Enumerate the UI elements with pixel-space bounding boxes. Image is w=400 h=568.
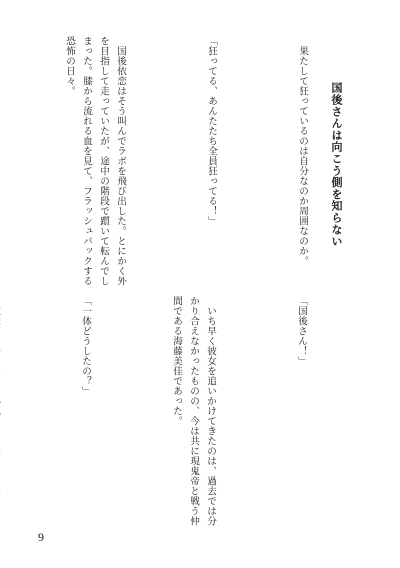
dialogue-line: 「一体どうしたの？」	[80, 296, 91, 396]
paragraph: 果たして狂っているのは自分なのか周囲なのか。	[297, 36, 308, 266]
lower-text-column	[44, 296, 344, 528]
spacer	[254, 36, 260, 294]
chapter-title: 国後さんは向こう側を知らない	[330, 81, 343, 247]
dialogue-line: 「狂ってる、あんたたち全員狂ってる！」	[206, 36, 217, 226]
spacer	[163, 36, 169, 294]
page-number: 9	[38, 530, 44, 544]
dialogue-line: 「国後さん！」	[296, 296, 307, 366]
spacer	[21, 36, 27, 294]
spacer	[37, 296, 43, 528]
paragraph: 国後依恋はそう叫んでラボを飛び出した。とにかく外を目指して走っていたが、途中の階段で躓いて転んでしまった。膝から流れる血を見て、フラッシュバックする恐怖の日々。	[64, 36, 126, 286]
upper-text-column	[42, 36, 362, 294]
paragraph	[0, 296, 3, 528]
spacer	[253, 296, 259, 528]
spacer	[128, 296, 134, 528]
paragraph: いち早く彼女を追いかけてきたのは、過去では分かり合えなかったものの、今は共に現鬼帝と戦う仲間である海藤美佳であった。	[171, 296, 216, 526]
